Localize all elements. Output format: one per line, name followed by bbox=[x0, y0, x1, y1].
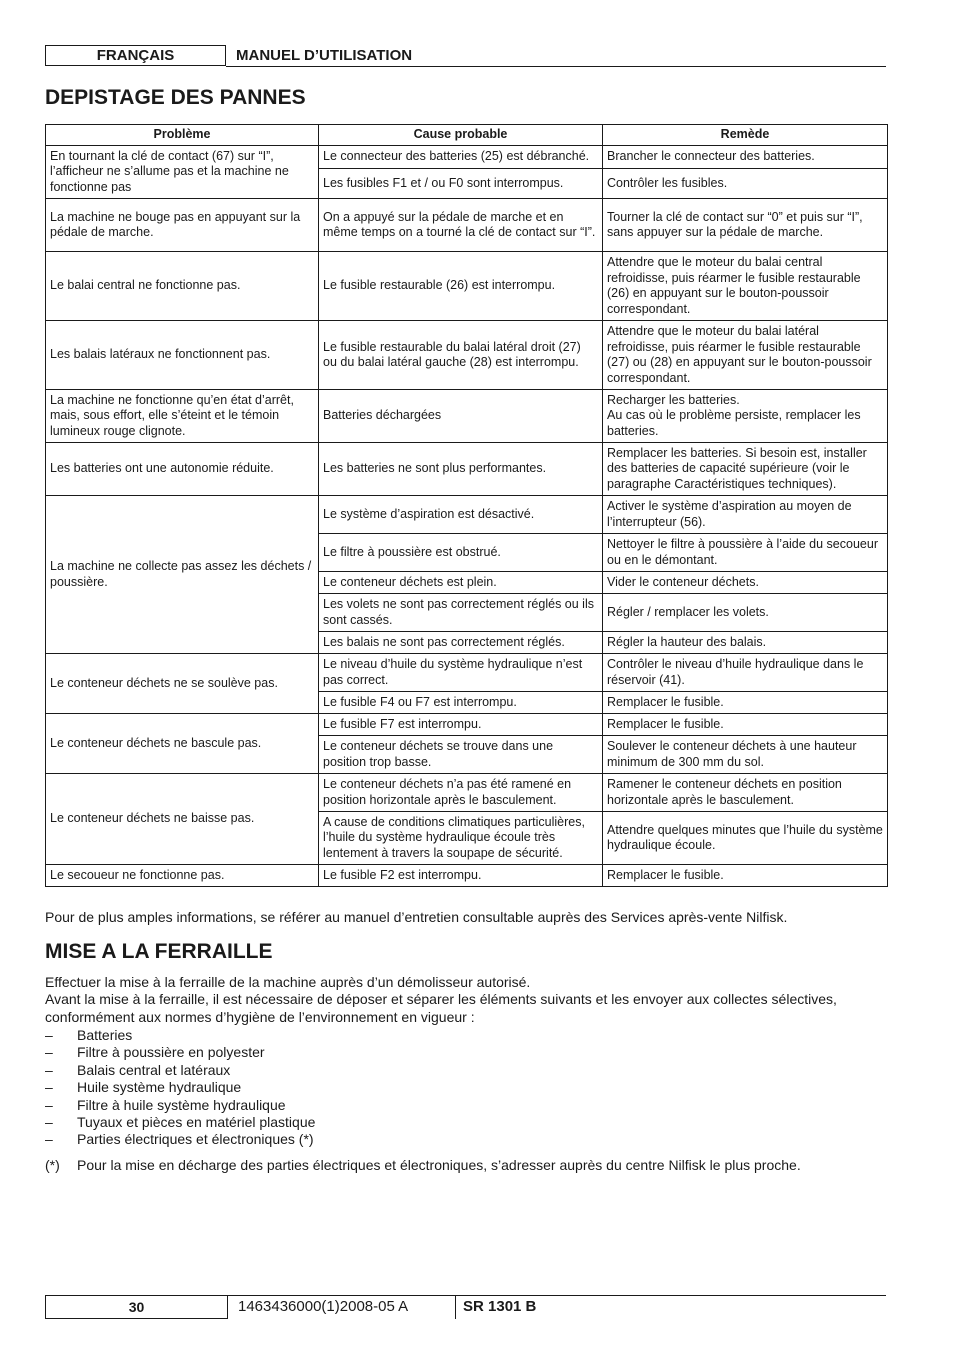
problem-cell: Le secoueur ne fonctionne pas. bbox=[46, 865, 319, 887]
problem-cell: Les balais latéraux ne fonctionnent pas. bbox=[46, 321, 319, 390]
cause-cell: Les batteries ne sont plus performantes. bbox=[319, 443, 603, 496]
scrapping-intro-line-1: Effectuer la mise à la ferraille de la machine auprès d’un démolisseur autorisé. bbox=[45, 974, 531, 990]
remedy-cell: Brancher le connecteur des batteries. bbox=[603, 146, 888, 169]
page-number: 30 bbox=[45, 1295, 228, 1319]
table-row bbox=[46, 654, 888, 692]
scrapping-intro bbox=[45, 974, 886, 1026]
dash-bullet: – bbox=[45, 1131, 53, 1148]
problem-cell: En tournant la clé de contact (67) sur “I”, l’afficheur ne s’allume pas et la machine ne fonctionne pas bbox=[46, 146, 319, 199]
cause-cell: Le filtre à poussière est obstrué. bbox=[319, 534, 603, 572]
cause-cell: Le connecteur des batteries (25) est débranché. bbox=[319, 146, 603, 169]
remedy-cell: Soulever le conteneur déchets à une hauteur minimum de 300 mm du sol. bbox=[603, 736, 888, 774]
cause-cell: Le fusible F4 ou F7 est interrompu. bbox=[319, 692, 603, 714]
footnote-text: Pour la mise en décharge des parties électriques et électroniques, s’adresser auprès du centre Nilfisk le plus proche. bbox=[77, 1157, 801, 1173]
table-row bbox=[46, 321, 888, 390]
remedy-cell: Ramener le conteneur déchets en position horizontale après le basculement. bbox=[603, 774, 888, 812]
cause-cell: Le fusible restaurable (26) est interrompu. bbox=[319, 252, 603, 321]
problem-cell: La machine ne fonctionne qu’en état d’arrêt, mais, sous effort, elle s’éteint et le témoin lumineux rouge clignote. bbox=[46, 390, 319, 443]
scrapping-intro-line-2: Avant la mise à la ferraille, il est nécessaire de déposer et séparer les éléments suivants et les envoyer aux collectes sélectives, conformément aux normes d’hygiène de l’environnement en vigueur : bbox=[45, 991, 837, 1025]
problem-cell: Les batteries ont une autonomie réduite. bbox=[46, 443, 319, 496]
list-item: – Tuyaux et pièces en matériel plastique bbox=[45, 1114, 316, 1131]
list-item: – Huile système hydraulique bbox=[45, 1079, 242, 1096]
cause-cell: Le fusible F7 est interrompu. bbox=[319, 714, 603, 736]
list-item: – Filtre à poussière en polyester bbox=[45, 1044, 265, 1061]
remedy-cell: Tourner la clé de contact sur “0” et puis sur “I”, sans appuyer sur la pédale de marche. bbox=[603, 199, 888, 252]
page-footer bbox=[45, 1295, 886, 1319]
page-header bbox=[45, 45, 886, 67]
problem-cell: Le conteneur déchets ne bascule pas. bbox=[46, 714, 319, 774]
dash-bullet: – bbox=[45, 1079, 53, 1096]
remedy-cell: Remplacer le fusible. bbox=[603, 714, 888, 736]
table-row bbox=[46, 199, 888, 252]
cause-cell: Les fusibles F1 et / ou F0 sont interrompus. bbox=[319, 169, 603, 199]
problem-cell: Le conteneur déchets ne se soulève pas. bbox=[46, 654, 319, 714]
table-row bbox=[46, 252, 888, 321]
cause-cell: Les balais ne sont pas correctement réglés. bbox=[319, 632, 603, 654]
dash-bullet: – bbox=[45, 1044, 53, 1061]
remedy-cell: Nettoyer le filtre à poussière à l’aide du secoueur ou en le démontant. bbox=[603, 534, 888, 572]
section-title-troubleshooting: DEPISTAGE DES PANNES bbox=[45, 86, 306, 109]
remedy-cell: Régler la hauteur des balais. bbox=[603, 632, 888, 654]
scrapping-list bbox=[45, 1027, 315, 1149]
document-reference: 1463436000(1)2008-05 A bbox=[238, 1298, 409, 1315]
problem-cell: Le balai central ne fonctionne pas. bbox=[46, 252, 319, 321]
column-header-problem: Problème bbox=[46, 125, 319, 146]
table-body bbox=[46, 146, 888, 887]
table-row bbox=[46, 496, 888, 534]
manual-title: MANUEL D’UTILISATION bbox=[236, 47, 413, 64]
cause-cell: Les volets ne sont pas correctement réglés ou ils sont cassés. bbox=[319, 594, 603, 632]
remedy-cell: Vider le conteneur déchets. bbox=[603, 572, 888, 594]
machine-model: SR 1301 B bbox=[463, 1298, 537, 1315]
footnote bbox=[45, 1157, 801, 1174]
troubleshooting-table bbox=[45, 124, 888, 887]
dash-bullet: – bbox=[45, 1114, 53, 1131]
table-row bbox=[46, 443, 888, 496]
cause-cell: Le conteneur déchets n’a pas été ramené en position horizontale après le basculement. bbox=[319, 774, 603, 812]
remedy-cell: Attendre quelques minutes que l’huile du système hydraulique écoule. bbox=[603, 812, 888, 865]
table-row bbox=[46, 146, 888, 169]
problem-cell: Le conteneur déchets ne baisse pas. bbox=[46, 774, 319, 865]
remedy-cell: Régler / remplacer les volets. bbox=[603, 594, 888, 632]
table-row bbox=[46, 865, 888, 887]
table-header-row bbox=[46, 125, 888, 146]
footnote-mark: (*) bbox=[45, 1157, 60, 1173]
remedy-cell: Attendre que le moteur du balai central refroidisse, puis réarmer le fusible restaurable (26) en appuyant sur le bouton-poussoir correspondant. bbox=[603, 252, 888, 321]
remedy-cell: Remplacer le fusible. bbox=[603, 692, 888, 714]
list-item: – Batteries bbox=[45, 1027, 133, 1043]
remedy-cell: Contrôler les fusibles. bbox=[603, 169, 888, 199]
table-row bbox=[46, 714, 888, 736]
cause-cell: Batteries déchargées bbox=[319, 390, 603, 443]
remedy-cell: Activer le système d’aspiration au moyen de l’interrupteur (56). bbox=[603, 496, 888, 534]
section-title-scrapping: MISE A LA FERRAILLE bbox=[45, 940, 273, 963]
cause-cell: On a appuyé sur la pédale de marche et en même temps on a tourné la clé de contact sur “I”. bbox=[319, 199, 603, 252]
list-item: – Balais central et latéraux bbox=[45, 1061, 231, 1078]
table-row bbox=[46, 774, 888, 812]
cause-cell: Le conteneur déchets se trouve dans une position trop basse. bbox=[319, 736, 603, 774]
language-label: FRANÇAIS bbox=[45, 45, 226, 66]
problem-cell: La machine ne bouge pas en appuyant sur la pédale de marche. bbox=[46, 199, 319, 252]
list-item: – Parties électriques et électroniques (*) bbox=[45, 1131, 314, 1148]
info-paragraph: Pour de plus amples informations, se référer au manuel d’entretien consultable auprès des Services après-vente Nilfisk. bbox=[45, 909, 788, 925]
remedy-cell: Remplacer le fusible. bbox=[603, 865, 888, 887]
list-item: – Filtre à huile système hydraulique bbox=[45, 1096, 286, 1113]
column-header-remedy: Remède bbox=[603, 125, 888, 146]
cause-cell: A cause de conditions climatiques particulières, l’huile du système hydraulique écoule très lentement à travers la soupape de sécurité. bbox=[319, 812, 603, 865]
table-row bbox=[46, 390, 888, 443]
problem-cell: La machine ne collecte pas assez les déchets / poussière. bbox=[46, 496, 319, 654]
remedy-cell: Remplacer les batteries. Si besoin est, installer des batteries de capacité supérieure (voir le paragraphe Caractéristiques techniques). bbox=[603, 443, 888, 496]
dash-bullet: – bbox=[45, 1061, 53, 1078]
cause-cell: Le niveau d’huile du système hydraulique n’est pas correct. bbox=[319, 654, 603, 692]
cause-cell: Le système d’aspiration est désactivé. bbox=[319, 496, 603, 534]
remedy-cell: Recharger les batteries. Au cas où le problème persiste, remplacer les batteries. bbox=[603, 390, 888, 443]
remedy-cell: Attendre que le moteur du balai latéral refroidisse, puis réarmer le fusible restaurable (27) ou (28) en appuyant sur le bouton-poussoir correspondant. bbox=[603, 321, 888, 390]
cause-cell: Le conteneur déchets est plein. bbox=[319, 572, 603, 594]
footer-separator bbox=[455, 1295, 456, 1319]
cause-cell: Le fusible F2 est interrompu. bbox=[319, 865, 603, 887]
remedy-cell: Contrôler le niveau d’huile hydraulique dans le réservoir (41). bbox=[603, 654, 888, 692]
cause-cell: Le fusible restaurable du balai latéral droit (27) ou du balai latéral gauche (28) est interrompu. bbox=[319, 321, 603, 390]
dash-bullet: – bbox=[45, 1096, 53, 1113]
dash-bullet: – bbox=[45, 1027, 53, 1043]
column-header-cause: Cause probable bbox=[319, 125, 603, 146]
